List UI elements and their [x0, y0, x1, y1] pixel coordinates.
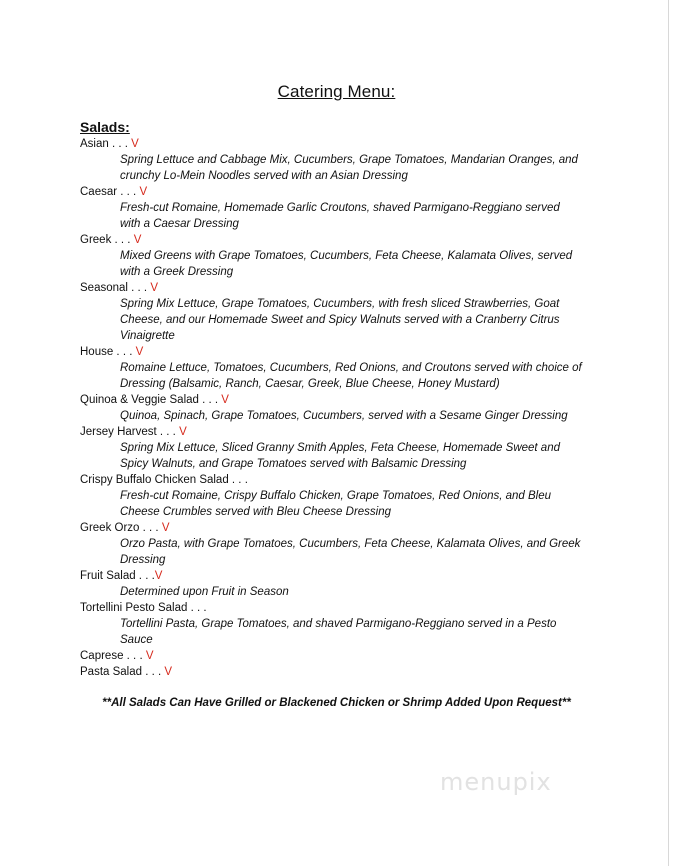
description-line: Spring Mix Lettuce, Grape Tomatoes, Cucumbers, with fresh sliced Strawberries, Goat — [120, 298, 560, 310]
menu-item — [80, 424, 620, 472]
menu-item-name: Greek . . . — [80, 234, 134, 246]
description-line: with a Caesar Dressing — [120, 218, 239, 230]
description-line: Romaine Lettuce, Tomatoes, Cucumbers, Red Onions, and Croutons served with choice of — [120, 362, 582, 374]
menu-item-name: Quinoa & Veggie Salad . . . — [80, 394, 222, 406]
menu-item-name-row — [80, 392, 620, 408]
menu-item-name: Tortellini Pesto Salad . . . — [80, 602, 207, 614]
menu-item — [80, 664, 620, 680]
vegetarian-marker: V — [161, 522, 170, 534]
menu-item-name-row — [80, 344, 620, 360]
menu-item-description — [80, 616, 600, 648]
menu-item — [80, 568, 620, 600]
menu-item-name: Fruit Salad . . . — [80, 570, 155, 582]
menu-item-name: Greek Orzo . . . — [80, 522, 162, 534]
menu-item-name-row — [80, 136, 620, 152]
menu-item-description — [80, 152, 600, 184]
menu-item-name-row — [80, 568, 620, 584]
menu-item-name-row — [80, 232, 620, 248]
menu-item-name-row — [80, 280, 620, 296]
menu-item — [80, 472, 620, 520]
description-line: Orzo Pasta, with Grape Tomatoes, Cucumbers, Feta Cheese, Kalamata Olives, and Greek — [120, 538, 581, 550]
description-line: Sauce — [120, 634, 153, 646]
description-line: Fresh-cut Romaine, Homemade Garlic Croutons, shaved Parmigano-Reggiano served — [120, 202, 560, 214]
menu-item-description — [80, 296, 600, 344]
vegetarian-marker: V — [139, 186, 148, 198]
description-line: Dressing (Balsamic, Ranch, Caesar, Greek, Blue Cheese, Honey Mustard) — [120, 378, 500, 390]
menu-item-name-row — [80, 520, 620, 536]
menu-item-name-row — [80, 664, 620, 680]
vegetarian-marker: V — [131, 138, 139, 150]
vegetarian-marker: V — [154, 570, 163, 582]
salad-menu-list — [80, 136, 620, 680]
menu-item — [80, 184, 620, 232]
menu-item — [80, 648, 620, 664]
menu-item-name: House . . . — [80, 346, 136, 358]
description-line: Determined upon Fruit in Season — [120, 586, 289, 598]
menu-item-description — [80, 536, 600, 568]
description-line: Spring Lettuce and Cabbage Mix, Cucumbers, Grape Tomatoes, Mandarian Oranges, and — [120, 154, 578, 166]
vegetarian-marker: V — [133, 234, 142, 246]
menu-item — [80, 232, 620, 280]
vegetarian-marker: V — [145, 650, 154, 662]
description-line: Mixed Greens with Grape Tomatoes, Cucumbers, Feta Cheese, Kalamata Olives, served — [120, 250, 573, 262]
menu-item — [80, 136, 620, 184]
page-title: Catering Menu: — [277, 82, 396, 101]
description-line: Vinaigrette — [120, 330, 175, 342]
vegetarian-marker: V — [135, 346, 144, 358]
menu-item-name-row — [80, 648, 620, 664]
description-line: Dressing — [120, 554, 166, 566]
menu-item-name: Caprese . . . — [80, 650, 146, 662]
menu-item-name: Jersey Harvest . . . — [80, 426, 180, 438]
description-line: Fresh-cut Romaine, Crispy Buffalo Chicken, Grape Tomatoes, Red Onions, and Bleu — [120, 490, 552, 502]
description-line: Cheese Crumbles served with Bleu Cheese Dressing — [120, 506, 392, 518]
footnote: **All Salads Can Have Grilled or Blackened Chicken or Shrimp Added Upon Request** — [102, 697, 571, 709]
menu-item — [80, 392, 620, 424]
vegetarian-marker: V — [221, 394, 229, 406]
description-line: Spring Mix Lettuce, Sliced Granny Smith Apples, Feta Cheese, Homemade Sweet and — [120, 442, 560, 454]
menu-item-name: Crispy Buffalo Chicken Salad . . . — [80, 474, 248, 486]
menu-item-name: Asian . . . — [80, 138, 132, 150]
menu-item-name: Seasonal . . . — [80, 282, 151, 294]
description-line: crunchy Lo-Mein Noodles served with an Asian Dressing — [120, 170, 408, 182]
vegetarian-marker: V — [164, 666, 173, 678]
menu-item-description — [80, 440, 600, 472]
description-line: with a Greek Dressing — [120, 266, 234, 278]
menu-item — [80, 520, 620, 568]
menu-item-name-row — [80, 184, 620, 200]
menu-item-description — [80, 200, 600, 232]
menu-item-description — [80, 248, 600, 280]
menu-item-description — [80, 360, 600, 392]
menupix-watermark: menupix — [440, 768, 552, 796]
section-heading-salads: Salads: — [80, 119, 130, 135]
menu-item — [80, 280, 620, 344]
vegetarian-marker: V — [150, 282, 158, 294]
vegetarian-marker: V — [179, 426, 187, 438]
description-line: Cheese, and our Homemade Sweet and Spicy Walnuts served with a Cranberry Citrus — [120, 314, 560, 326]
menu-item-name: Caesar . . . — [80, 186, 140, 198]
menu-item-name-row — [80, 472, 620, 488]
description-line: Tortellini Pasta, Grape Tomatoes, and shaved Parmigano-Reggiano served in a Pesto — [120, 618, 557, 630]
menu-item — [80, 600, 620, 648]
description-line: Spicy Walnuts, and Grape Tomatoes served with Balsamic Dressing — [120, 458, 467, 470]
menu-item-description — [80, 584, 600, 600]
menu-item-description — [80, 408, 600, 424]
menu-item-name-row — [80, 424, 620, 440]
menu-item — [80, 344, 620, 392]
menu-item-name: Pasta Salad . . . — [80, 666, 165, 678]
menu-item-name-row — [80, 600, 620, 616]
menu-item-description — [80, 488, 600, 520]
description-line: Quinoa, Spinach, Grape Tomatoes, Cucumbers, served with a Sesame Ginger Dressing — [120, 410, 568, 422]
